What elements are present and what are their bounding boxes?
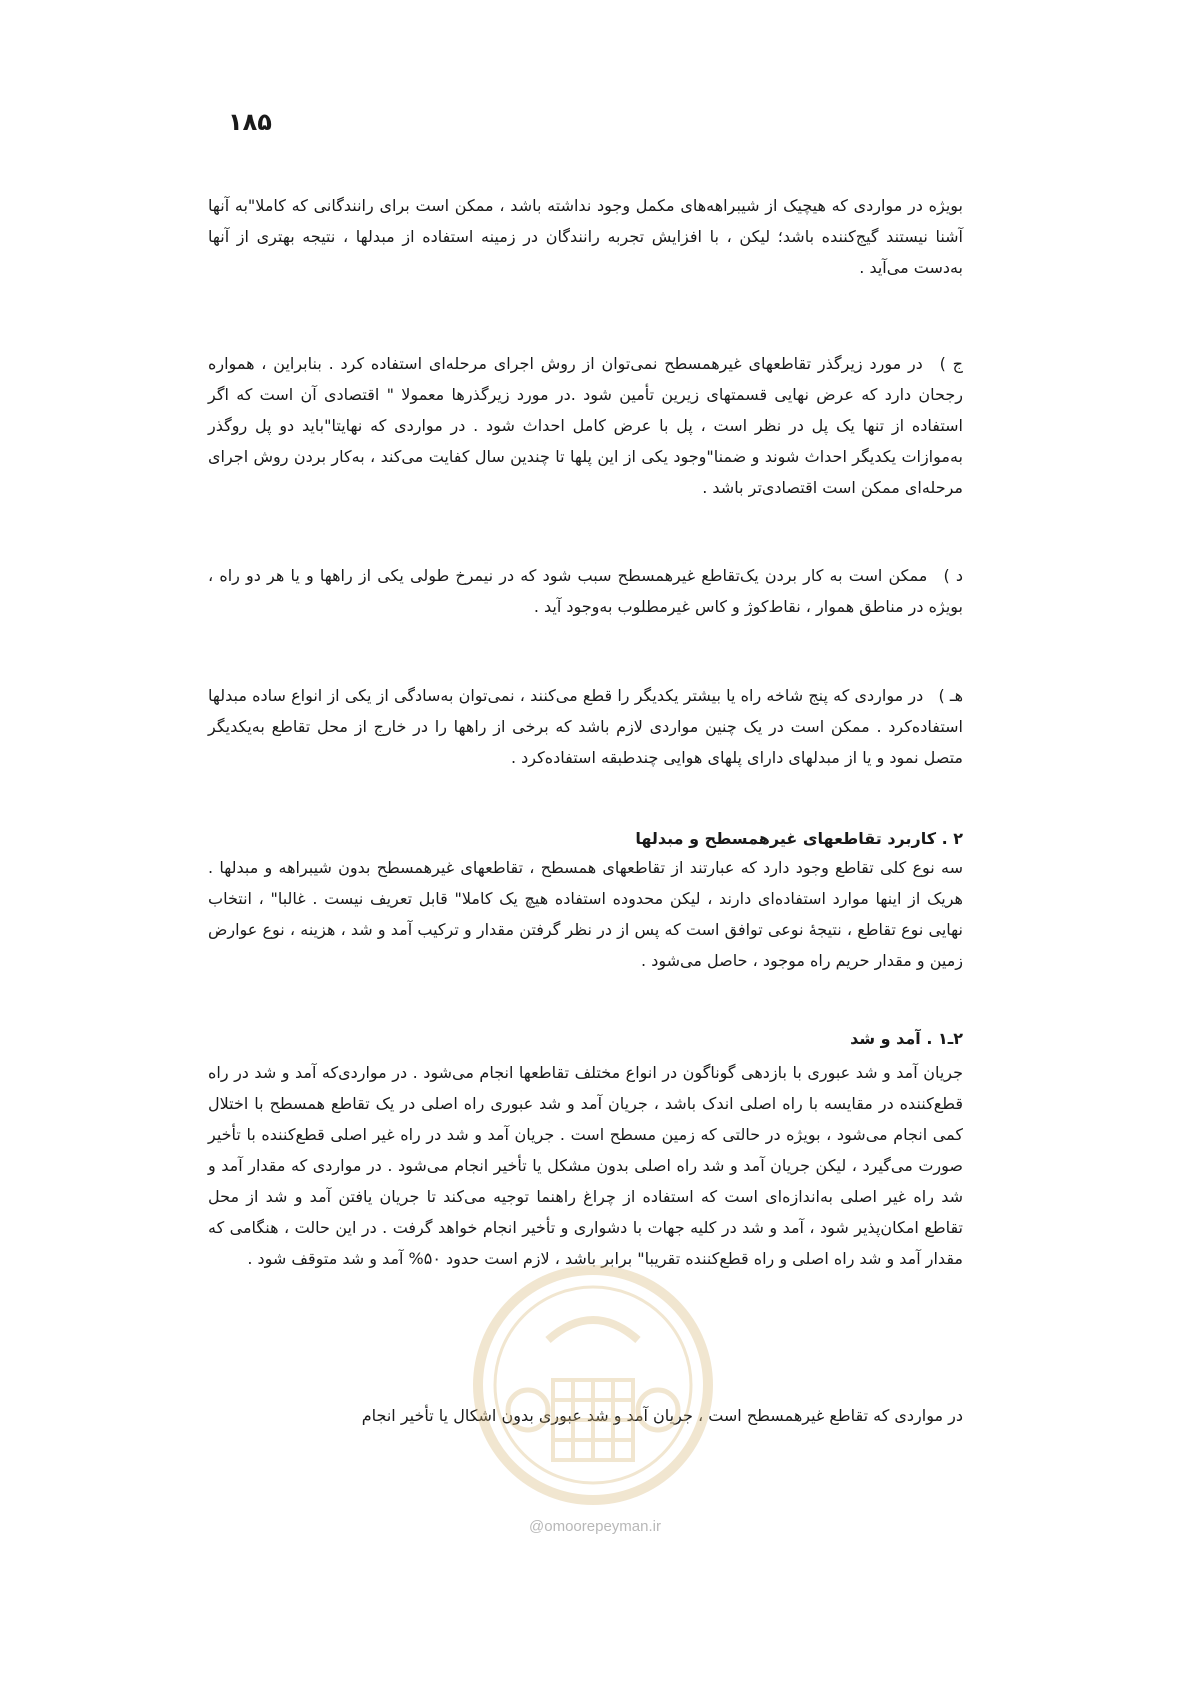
item-text-j: در مورد زیرگذر تقاطعهای غیرهمسطح نمی‌توان از روش اجرای مرحله‌ای استفاده کرد . بنابراین ، همواره رجحان دارد که عرض نهایی قسمتهای زیرین تأمین شود .در مورد زیرگذرها معمولا " اقتصادی آن است که اگر استفاده از تنها یک پل در نظر است ، پل با عرض کامل احداث شود . در مواردی که نهایتا"باید دو پل روگذر به‌موازات یکدیگر احداث شوند و ضمنا"وجود یکی از این پلها تا چندین سال کفایت می‌کند ، به‌کار بردن روش اجرای مرحله‌ای ممکن است اقتصادی‌تر باشد . xyxy=(208,354,963,497)
paragraph-bowize: بویژه در مواردی که هیچیک از شیبراهه‌های مکمل وجود نداشته باشد ، ممکن است برای رانندگانی که کاملا"به آنها آشنا نیستند گیج‌کننده باشد؛ لیکن ، با افزایش تجربه رانندگان در زمینه استفاده از مبدلها ، نتیجه بهتری از آنها به‌دست می‌آید . xyxy=(208,196,963,277)
watermark-text: @omoorepeyman.ir xyxy=(529,1518,661,1535)
paragraph-last: در مواردی که تقاطع غیرهمسطح است ، جریان آمد و شد عبوری بدون اشکال یا تأخیر انجام xyxy=(361,1406,963,1425)
page-number: ۱۸۵ xyxy=(228,108,272,136)
item-marker-j: ج ) xyxy=(939,354,963,373)
item-text-d: ممکن است به کار بردن یک‌تقاطع غیرهمسطح سبب شود که در نیمرخ طولی یکی از راهها و یا هر دو راه ، بویژه در مناطق هموار ، نقاط‌کوژ و کاس غیرمطلوب به‌وجود آید . xyxy=(208,566,963,616)
paragraph-item-d xyxy=(208,560,963,622)
watermark-seal-icon xyxy=(468,1260,718,1510)
section-heading-2: ۲ . کاربرد تقاطعهای غیرهمسطح و مبدلها xyxy=(635,829,963,848)
paragraph-item-j xyxy=(208,348,963,503)
paragraph-section-2: سه نوع کلی تقاطع وجود دارد که عبارتند از تقاطعهای همسطح ، تقاطعهای غیرهمسطح بدون شیبراهه و مبدلها . هریک از اینها موارد استفاده‌ای دارند ، لیکن محدوده استفاده هیچ یک کاملا" قابل تعریف نیست . غالبا" ، انتخاب نهایی نوع تقاطع ، نتیجه‌ٔ نوعی توافق است که پس از در نظر گرفتن مقدار و ترکیب آمد و شد ، هزینه ، نوع عوارض زمین و مقدار حریم راه موجود ، حاصل می‌شود . xyxy=(208,858,963,970)
paragraph-section-2-1: جریان آمد و شد عبوری با بازدهی گوناگون در انواع مختلف تقاطعها انجام می‌شود . در مواردی‌که آمد و شد در راه قطع‌کننده در مقایسه با راه اصلی اندک باشد ، جریان آمد و شد عبوری راه اصلی در یک تقاطع همسطح با اختلال کمی انجام می‌شود ، بویژه در حالتی که زمین مسطح است . جریان آمد و شد در راه غیر اصلی قطع‌کننده با تأخیر صورت می‌گیرد ، لیکن جریان آمد و شد راه اصلی بدون مشکل یا تأخیر انجام می‌شود . در مواردی که مقدار آمد و شد راه غیر اصلی به‌اندازه‌ای است که استفاده از چراغ راهنما توجیه می‌کند تا جریان یافتن آمد و شد از محل تقاطع امکان‌پذیر شود ، آمد و شد در کلیه جهات با دشواری و تأخیر انجام خواهد گرفت . در این حالت ، هنگامی که مقدار آمد و شد راه اصلی و راه قطع‌کننده تقریبا" برابر باشد ، لازم است حدود ۵۰% آمد و شد متوقف شود . xyxy=(208,1063,963,1268)
section-heading-2-1: ۲ـ۱ . آمد و شد xyxy=(850,1029,963,1048)
item-marker-h: هـ ) xyxy=(938,686,964,705)
item-text-h: در مواردی که پنج شاخه راه یا بیشتر یکدیگر را قطع می‌کنند ، نمی‌توان به‌سادگی از یکی از انواع ساده مبدلها استفاده‌کرد . ممکن است در یک چنین مواردی لازم باشد که برخی از راهها را در خارج از محل تقاطع به‌یکدیگر متصل نمود و یا از مبدلهای دارای پلهای هوایی چندطبقه استفاده‌کرد . xyxy=(208,686,963,767)
paragraph-item-h xyxy=(208,680,963,773)
item-marker-d: د ) xyxy=(943,566,963,585)
